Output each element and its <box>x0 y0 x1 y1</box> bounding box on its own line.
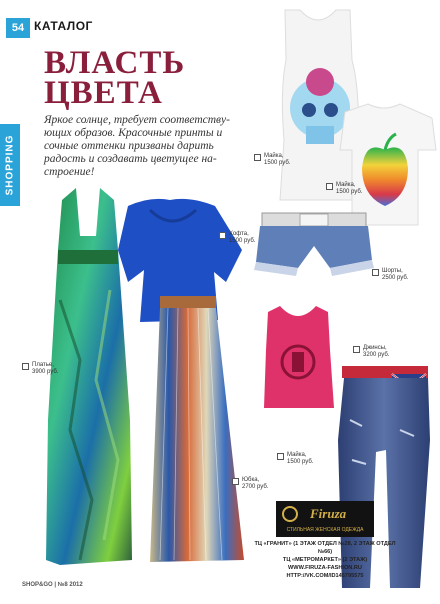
price-tag <box>372 268 408 282</box>
page-number: 54 <box>6 18 30 38</box>
price-tag <box>219 231 255 245</box>
intro-line: сочные оттенки призваны дарить <box>44 140 214 152</box>
item-price: 1500 руб. <box>229 238 256 244</box>
item-name: Платье, <box>32 362 54 368</box>
intro-line: радость и создавать цветущее на- <box>44 153 217 165</box>
logo-mark-icon <box>282 506 298 522</box>
logo-subtitle: СТИЛЬНАЯ ЖЕНСКАЯ ОДЕЖДА <box>286 527 364 533</box>
tag-marker <box>326 183 333 190</box>
price-tag <box>254 153 290 167</box>
tag-marker <box>372 269 379 276</box>
store-address: ТЦ «МЕТРОМАРКЕТ» (2 ЭТАЖ) <box>282 557 368 563</box>
denim-shorts <box>254 213 374 276</box>
white-tee-apple <box>340 104 436 225</box>
item-name: Хофта, <box>229 231 249 237</box>
item-price: 3900 руб. <box>32 369 59 375</box>
store-website[interactable]: WWW.FIRUZA-FASHION.RU <box>288 565 362 571</box>
item-price: 1500 руб. <box>264 160 291 166</box>
pink-tank <box>264 306 334 408</box>
item-name: Юбка, <box>242 477 260 483</box>
item-name: Джинсы, <box>363 345 387 351</box>
footer-brand: SHOP&GO | №8 2012 <box>22 582 83 588</box>
headline-line-1: ВЛАСТЬ <box>44 45 186 81</box>
intro-line: Яркое солнце, требует соответству- <box>44 114 230 126</box>
item-name: Майка, <box>287 452 307 458</box>
tag-marker <box>254 154 261 161</box>
price-tag <box>232 477 268 491</box>
tag-marker <box>232 478 239 485</box>
tag-marker <box>22 363 29 370</box>
tag-marker <box>219 232 226 239</box>
item-price: 2500 руб. <box>382 275 409 281</box>
headline-line-2: ЦВЕТА <box>44 75 163 111</box>
pleated-skirt <box>150 296 244 562</box>
green-maxi-dress <box>46 188 132 565</box>
white-tank-skull <box>280 10 363 200</box>
intro-line: ющих образов. Красочные принты и <box>44 127 223 139</box>
logo-name: Firuza <box>310 506 347 521</box>
store-address: ТЦ «ГРАНИТ» (1 ЭТАЖ ОТДЕЛ №28, 2 ЭТАЖ ОТДЕЛ №66) <box>254 541 396 555</box>
intro-line: строение! <box>44 166 95 178</box>
price-tag <box>22 362 58 376</box>
price-tag <box>353 345 389 359</box>
item-name: Майка, <box>264 153 284 159</box>
store-vk-link[interactable]: HTTP://VK.COM/ID145795575 <box>286 573 364 579</box>
store-logo <box>276 501 374 537</box>
item-price: 3200 руб. <box>363 352 390 358</box>
store-info <box>252 501 398 580</box>
section-title: КАТАЛОГ <box>34 19 93 33</box>
tag-marker <box>277 453 284 460</box>
item-price: 2700 руб. <box>242 484 269 490</box>
tag-marker <box>353 346 360 353</box>
price-tag <box>326 182 362 196</box>
item-price: 1500 руб. <box>287 459 314 465</box>
item-name: Майка, <box>336 182 356 188</box>
price-tag <box>277 452 313 466</box>
item-name: Шорты, <box>382 268 403 274</box>
item-price: 1500 руб. <box>336 189 363 195</box>
side-tab-label: SHOPPING <box>4 134 16 196</box>
